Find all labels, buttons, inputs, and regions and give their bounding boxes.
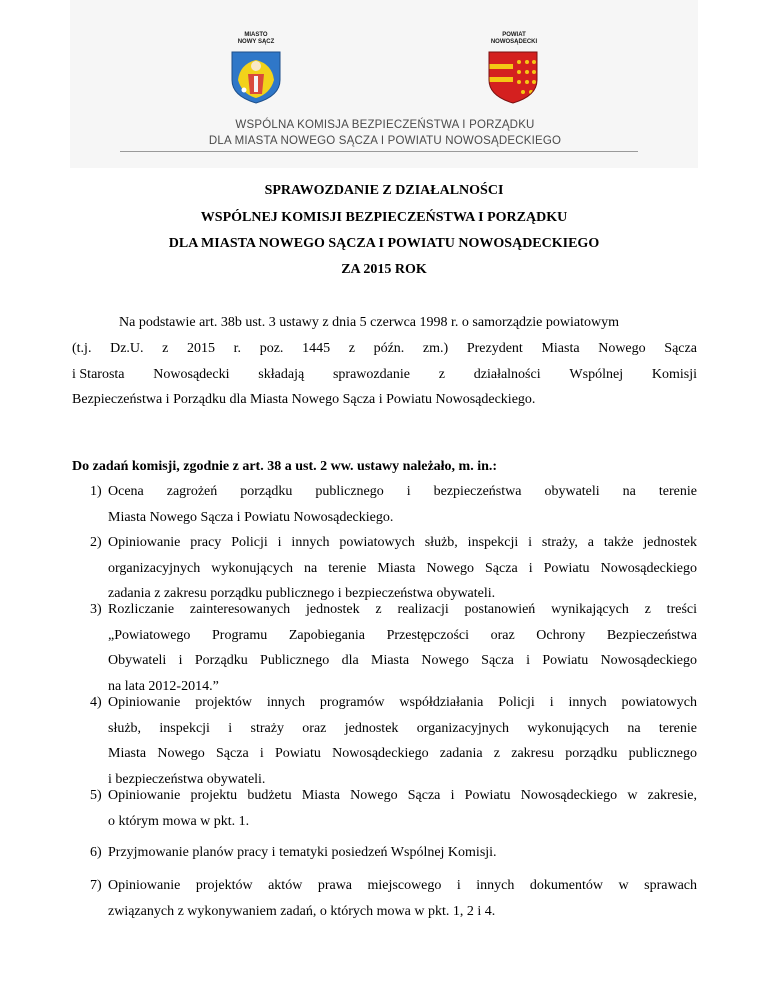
task-line: Opiniowanie projektów aktów prawa miejscowego i innych dokumentów w sprawach	[108, 878, 697, 893]
task-line: Opiniowanie projektu budżetu Miasta Nowego Sącza i Powiatu Nowosądeckiego w zakresie,	[108, 788, 697, 803]
tasks-heading: Do zadań komisji, zgodnie z art. 38 a ust. 2 ww. ustawy należało, m. in.:	[72, 459, 498, 474]
word: i Starosta	[72, 367, 125, 382]
city-crest-caption: MIASTO NOWY SĄCZ	[237, 32, 275, 45]
intro-line-4: Bezpieczeństwa i Porządku dla Miasta Nowego Sącza i Powiatu Nowosądeckiego.	[72, 392, 536, 407]
commission-name: WSPÓLNA KOMISJA BEZPIECZEŃSTWA I PORZĄDKU DLA MIASTA NOWEGO SĄCZA I POWIATU NOWOSĄDECKIEGO	[208, 119, 562, 147]
county-crest-caption: POWIAT NOWOSĄDECKI	[490, 32, 538, 45]
word: sprawozdanie	[332, 367, 410, 382]
word: z	[162, 341, 169, 356]
word: poz.	[259, 341, 284, 356]
task-line: służb, inspekcji i straży oraz jednostek organizacyjnych wykonujących na terenie	[108, 720, 697, 736]
report-title-line-2: WSPÓLNEJ KOMISJI BEZPIECZEŃSTWA I PORZĄDKU	[200, 210, 568, 225]
report-title-line-1: SPRAWOZDANIE Z DZIAŁALNOŚCI	[264, 183, 504, 198]
task-number: 1)	[90, 484, 102, 499]
word: z	[348, 341, 355, 356]
header-divider	[120, 151, 638, 152]
word: Nowosądecki	[153, 367, 230, 382]
task-line: „Powiatowego Programu Zapobiegania Przestępczości oraz Ochrony Bezpieczeństwa	[108, 627, 697, 643]
city-coat-of-arms-icon	[230, 50, 282, 104]
word: (t.j.	[72, 341, 92, 356]
task-number: 3)	[90, 602, 102, 617]
word: Nowego	[598, 341, 646, 356]
task-line: organizacyjnych wykonujących na terenie Miasta Nowego Sącza i Powiatu Nowosądeckiego	[108, 560, 697, 576]
word: składają	[258, 367, 305, 382]
intro-line-3	[72, 367, 697, 383]
word: i	[406, 484, 411, 499]
report-title-line-3: DLA MIASTA NOWEGO SĄCZA I POWIATU NOWOSĄDECKIEGO	[168, 236, 600, 251]
task-line: i bezpieczeństwa obywateli.	[108, 771, 266, 787]
task-number: 4)	[90, 695, 102, 710]
task-number: 6)	[90, 845, 102, 860]
intro-line-1: Na podstawie art. 38b ust. 3 ustawy z dnia 5 czerwca 1998 r. o samorządzie powiatowym	[119, 315, 619, 330]
word: Ocena	[108, 484, 144, 499]
task-line: Miasta Nowego Sącza i Powiatu Nowosądeckiego zadania z zakresu porządku publicznego	[108, 746, 697, 761]
word: Dz.U.	[110, 341, 144, 356]
task-line	[108, 484, 697, 500]
word: obywateli	[544, 484, 600, 499]
county-coat-of-arms-icon	[487, 50, 539, 104]
word: Komisji	[651, 367, 697, 382]
word: Wspólnej	[569, 367, 624, 382]
word: 2015	[187, 341, 216, 356]
task-number: 5)	[90, 788, 102, 803]
task-line: o którym mowa w pkt. 1.	[108, 813, 250, 829]
word: 1445	[302, 341, 331, 356]
task-line: związanych z wykonywaniem zadań, o których mowa w pkt. 1, 2 i 4.	[108, 903, 496, 919]
word: działalności	[473, 367, 541, 382]
word: Prezydent	[466, 341, 523, 356]
word: publicznego	[315, 484, 384, 499]
task-line: Przyjmowanie planów pracy i tematyki posiedzeń Wspólnej Komisji.	[108, 845, 497, 860]
task-line: na lata 2012-2014.”	[108, 678, 219, 694]
task-line: Opiniowanie projektów innych programów współdziałania Policji i innych powiatowych	[108, 695, 697, 710]
task-line: Rozliczanie zainteresowanych jednostek z realizacji postanowień wynikających z treści	[108, 602, 697, 617]
task-line: Obywateli i Porządku Publicznego dla Miasta Nowego Sącza i Powiatu Nowosądeckiego	[108, 653, 697, 668]
task-line: Miasta Nowego Sącza i Powiatu Nowosądeckiego.	[108, 509, 394, 525]
word: r.	[233, 341, 242, 356]
word: późn.	[373, 341, 405, 356]
word: zm.)	[422, 341, 449, 356]
word: porządku	[240, 484, 293, 499]
report-title-line-4: ZA 2015 ROK	[341, 262, 427, 277]
task-line: zadania z zakresu porządku publicznego i bezpieczeństwa obywateli.	[108, 586, 496, 601]
task-number: 2)	[90, 535, 102, 550]
word: terenie	[658, 484, 697, 499]
word: z	[438, 367, 445, 382]
intro-line-2	[72, 341, 697, 357]
task-line: Opiniowanie pracy Policji i innych powiatowych służb, inspekcji i straży, a także jednostek	[108, 535, 697, 550]
word: zagrożeń	[166, 484, 218, 499]
task-number: 7)	[90, 878, 102, 893]
word: Miasta	[541, 341, 580, 356]
word: bezpieczeństwa	[433, 484, 522, 499]
word: na	[622, 484, 636, 499]
word: Sącza	[664, 341, 697, 356]
